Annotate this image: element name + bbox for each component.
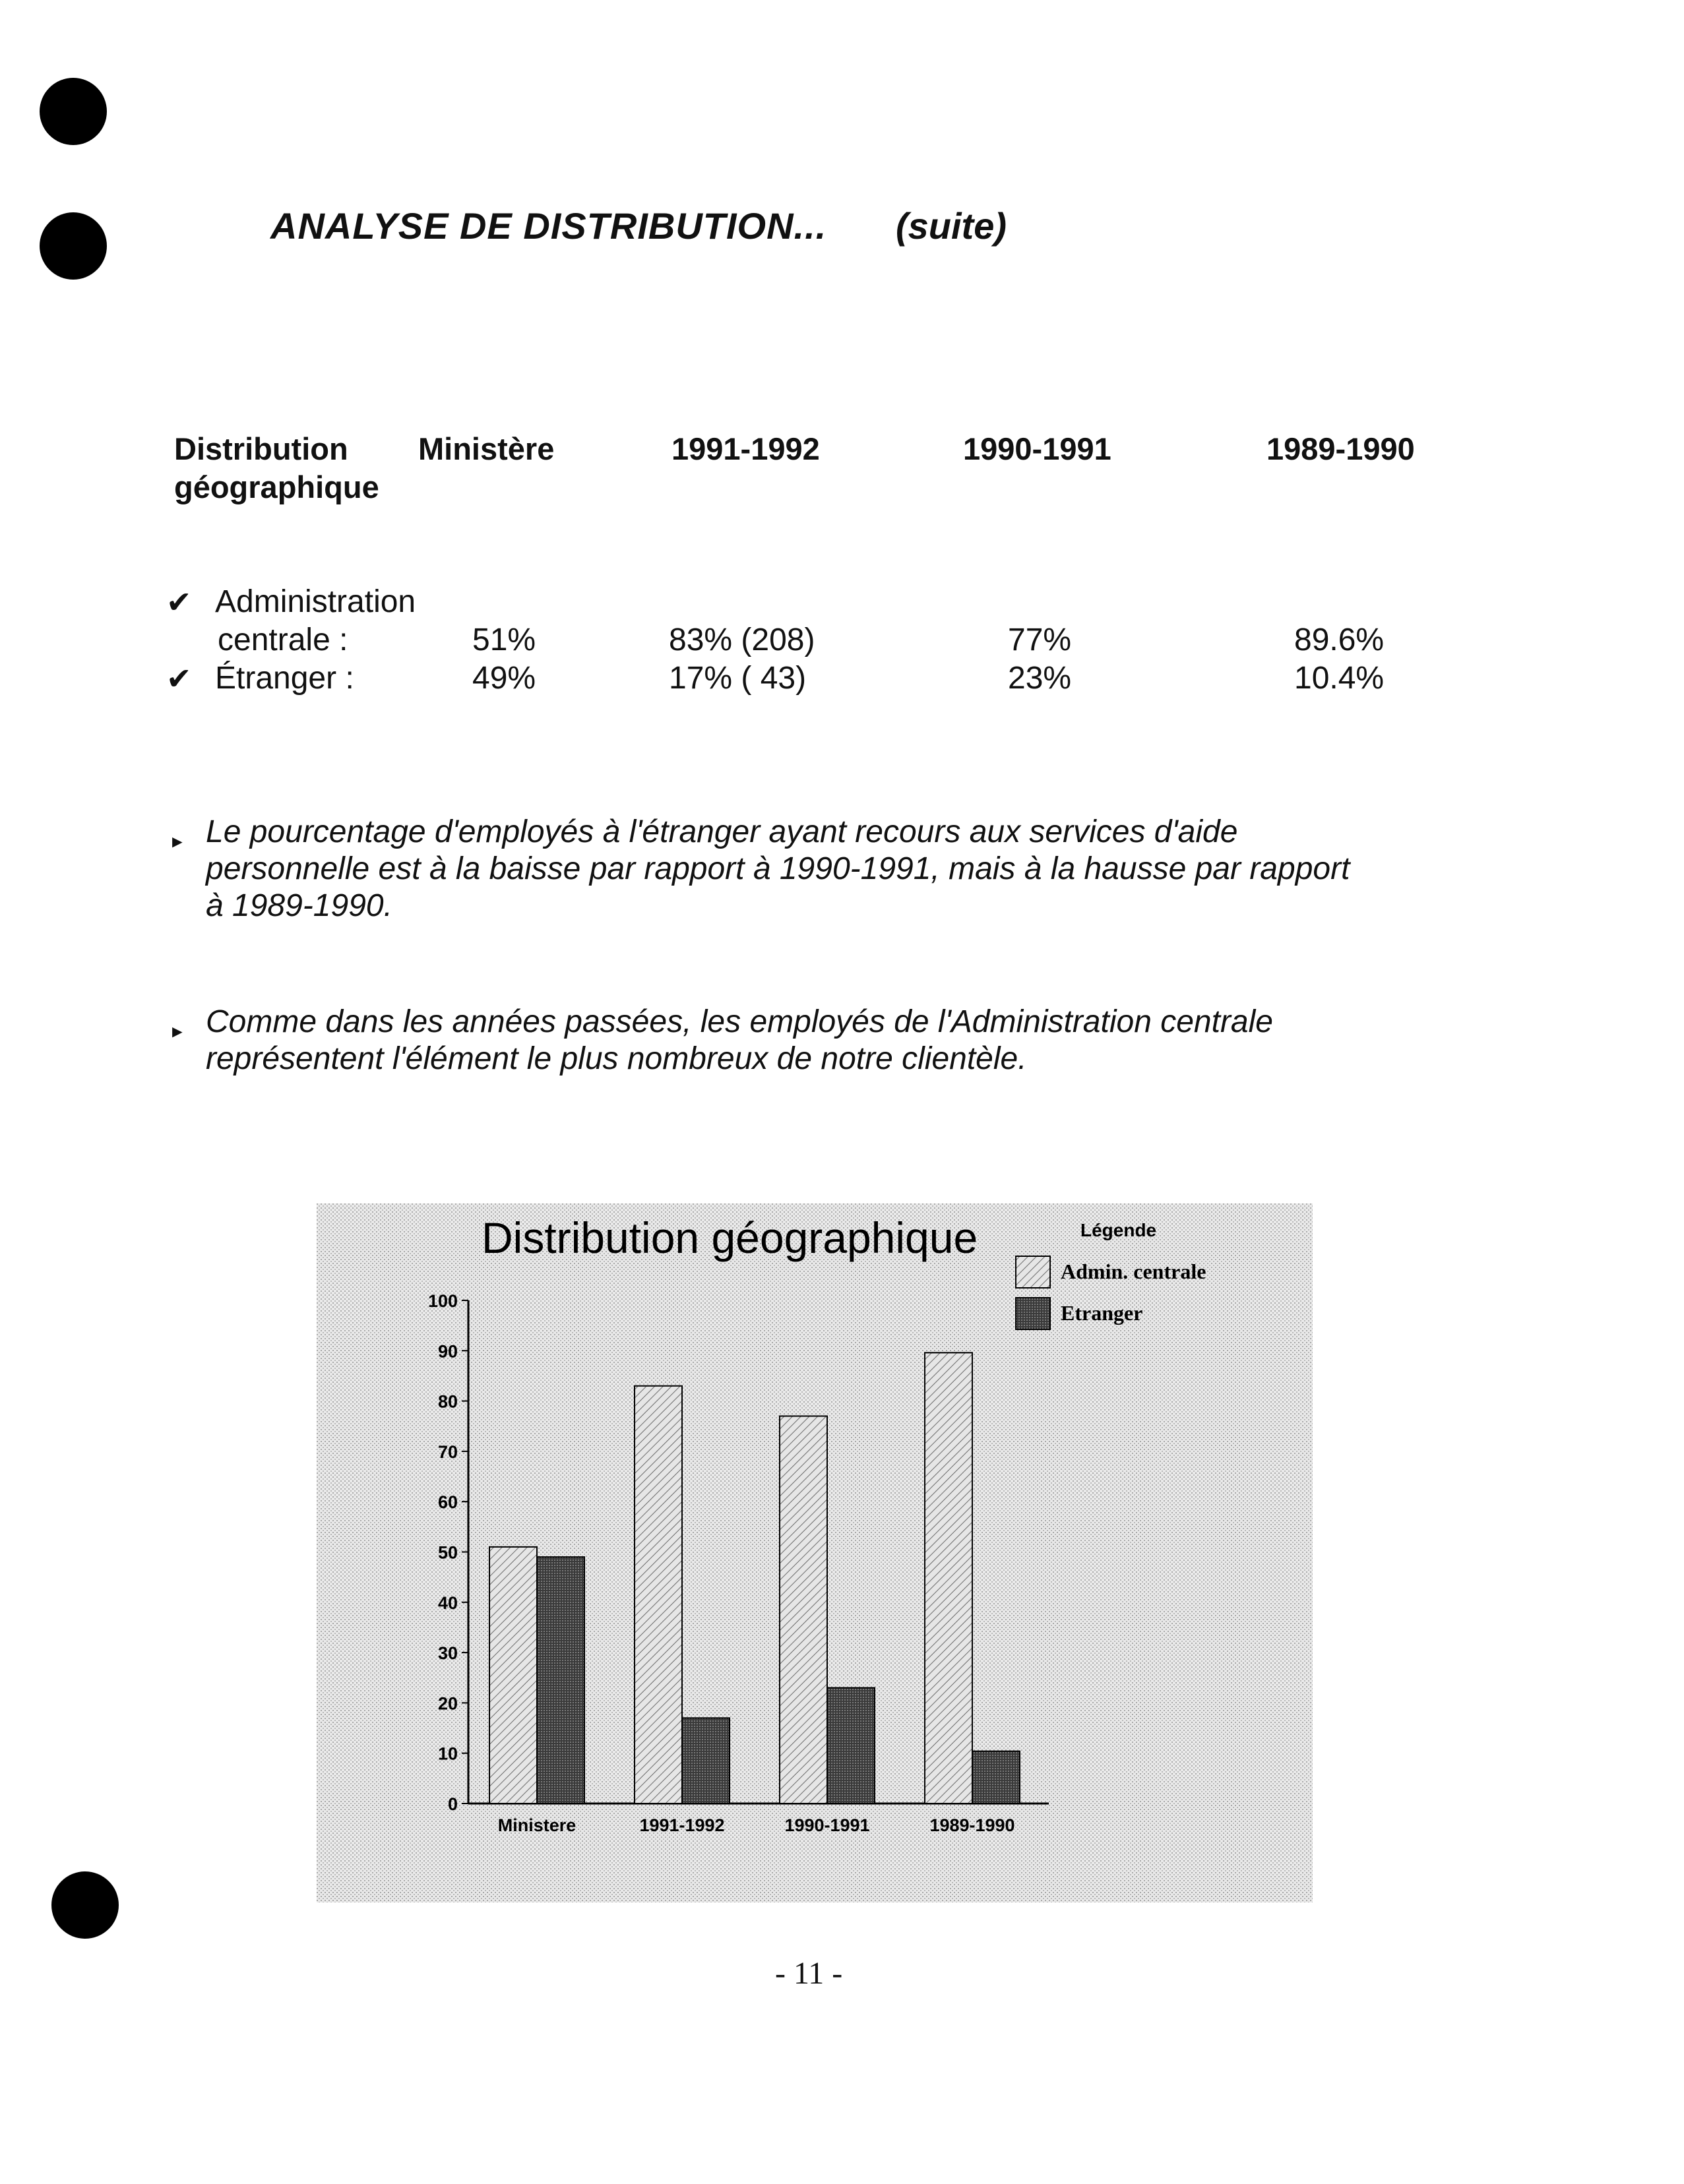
bullet-line: Le pourcentage d'employés à l'étranger ayant recours aux services d'aide bbox=[206, 814, 1238, 849]
page-title: ANALYSE DE DISTRIBUTION... bbox=[270, 205, 827, 247]
y-tick-label: 70 bbox=[437, 1441, 458, 1462]
chart-svg bbox=[317, 1203, 1313, 1902]
check-mark-icon: ✔ bbox=[166, 661, 192, 696]
row-label-administration: Administration bbox=[215, 584, 416, 619]
bar-etranger bbox=[682, 1718, 730, 1804]
x-tick-label: Ministere bbox=[497, 1815, 577, 1835]
y-tick-label: 60 bbox=[437, 1492, 458, 1513]
row-label-etranger: Étranger : bbox=[215, 661, 354, 696]
x-tick-label: 1990-1991 bbox=[784, 1815, 870, 1835]
bar-admin-centrale bbox=[925, 1352, 972, 1804]
chart-title: Distribution géographique bbox=[482, 1213, 978, 1262]
binder-hole-middle bbox=[40, 212, 107, 280]
col-header-1989-1990: 1989-1990 bbox=[1266, 431, 1415, 466]
cell-admin-1989-1990: 89.6% bbox=[1294, 622, 1385, 657]
legend-label: Etranger bbox=[1061, 1301, 1143, 1325]
bar-admin-centrale bbox=[635, 1386, 682, 1804]
y-tick-label: 50 bbox=[437, 1542, 458, 1563]
y-tick-label: 40 bbox=[437, 1592, 458, 1613]
bar-chart bbox=[317, 1203, 1313, 1902]
check-mark-icon: ✔ bbox=[166, 585, 192, 619]
cell-admin-ministere: 51% bbox=[472, 622, 536, 657]
x-tick-label: 1989-1990 bbox=[929, 1815, 1015, 1835]
bullet-line: Comme dans les années passées, les employés de l'Administration centrale bbox=[206, 1004, 1273, 1039]
col-header-distribution: Distribution bbox=[174, 431, 348, 466]
bullet-line: personnelle est à la baisse par rapport à 1990-1991, mais à la hausse par rapport bbox=[206, 851, 1350, 886]
y-tick-label: 30 bbox=[437, 1643, 458, 1664]
bullet-line: à 1989-1990. bbox=[206, 888, 392, 923]
cell-etranger-1989-1990: 10.4% bbox=[1294, 661, 1385, 696]
col-header-1991-1992: 1991-1992 bbox=[671, 431, 820, 466]
bullet-line: représentent l'élément le plus nombreux de notre clientèle. bbox=[206, 1041, 1027, 1076]
x-tick-label: 1991-1992 bbox=[639, 1815, 725, 1835]
cell-etranger-1991-1992: 17% ( 43) bbox=[669, 661, 807, 696]
y-tick-label: 0 bbox=[447, 1794, 458, 1814]
cell-etranger-ministere: 49% bbox=[472, 661, 536, 696]
col-header-1990-1991: 1990-1991 bbox=[963, 431, 1111, 466]
bar-admin-centrale bbox=[780, 1416, 827, 1804]
bullet-paragraph bbox=[169, 814, 1554, 932]
bullet-paragraph bbox=[169, 1004, 1554, 1083]
legend-label: Admin. centrale bbox=[1061, 1259, 1206, 1283]
legend-swatch bbox=[1016, 1298, 1050, 1329]
y-tick-label: 80 bbox=[437, 1391, 458, 1412]
bullet-triangle-icon: ► bbox=[169, 1021, 186, 1041]
legend-swatch bbox=[1016, 1256, 1050, 1288]
cell-admin-1991-1992: 83% (208) bbox=[669, 622, 815, 657]
binder-hole-top bbox=[40, 78, 107, 145]
binder-hole-bottom bbox=[51, 1871, 119, 1939]
y-tick-label: 20 bbox=[437, 1693, 458, 1714]
y-tick-label: 90 bbox=[437, 1341, 458, 1362]
y-tick-label: 100 bbox=[427, 1291, 458, 1311]
legend-title: Légende bbox=[1080, 1220, 1157, 1240]
page-title-suite: (suite) bbox=[896, 205, 1007, 247]
cell-etranger-1990-1991: 23% bbox=[1008, 661, 1072, 696]
bar-etranger bbox=[537, 1557, 584, 1804]
y-tick-label: 10 bbox=[437, 1744, 458, 1764]
bullet-triangle-icon: ► bbox=[169, 832, 186, 851]
cell-admin-1990-1991: 77% bbox=[1008, 622, 1072, 657]
col-header-ministere: Ministère bbox=[418, 431, 555, 466]
col-header-geographique: géographique bbox=[174, 470, 379, 504]
page-number: - 11 - bbox=[775, 1956, 843, 1991]
row-label-centrale: centrale : bbox=[218, 622, 348, 657]
bar-etranger bbox=[827, 1688, 875, 1804]
bar-etranger bbox=[972, 1751, 1020, 1804]
bar-admin-centrale bbox=[489, 1547, 537, 1804]
